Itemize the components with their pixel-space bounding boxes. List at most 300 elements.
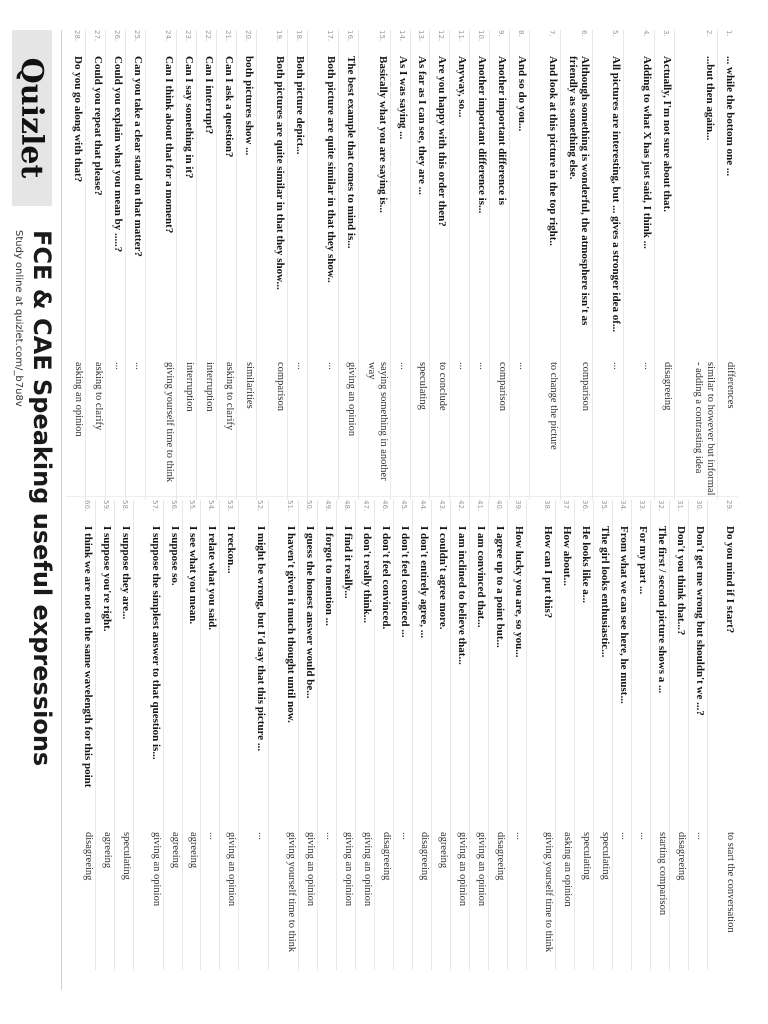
item-definition: ... (397, 362, 409, 370)
item-definition: to change the picture (548, 362, 560, 450)
item-term: Are you happy with this order then? (436, 56, 449, 227)
list-item (575, 500, 592, 970)
item-definition: to conclude (437, 362, 449, 411)
item-term: I haven't given it much thought until now. (285, 526, 298, 723)
list-item (375, 500, 392, 970)
item-definition: interruption (203, 362, 215, 412)
row-separator (507, 500, 508, 970)
row-separator (105, 30, 106, 500)
row-separator (196, 30, 197, 500)
item-number: 54. (207, 500, 216, 512)
row-separator (669, 500, 670, 970)
list-item (708, 500, 736, 970)
item-number: 13. (417, 30, 426, 42)
item-term: Both picture depict... (294, 56, 307, 155)
item-term: For my part ... (637, 526, 650, 595)
row-separator (717, 30, 718, 500)
item-number: 6. (579, 30, 588, 37)
row-separator (176, 30, 177, 500)
row-separator (145, 30, 146, 500)
item-term: Both pictures are quite similar in that they show... (274, 56, 287, 290)
row-separator (238, 500, 239, 970)
item-definition: starting comparison (657, 832, 669, 916)
item-term: Basically what you are saying is... (376, 56, 389, 213)
list-item (508, 500, 525, 970)
list-item (308, 30, 337, 500)
item-term: I suppose so. (168, 526, 181, 586)
item-definition: interruption (183, 362, 195, 412)
list-item (318, 500, 335, 970)
list-item (106, 30, 124, 500)
item-definition: asking an opinion (562, 832, 574, 907)
list-item (718, 30, 736, 500)
row-separator (236, 30, 237, 500)
list-item (356, 500, 373, 970)
row-separator (654, 30, 655, 500)
item-number: 15. (377, 30, 386, 42)
item-number: 40. (494, 500, 503, 512)
list-item (470, 500, 487, 970)
item-term: Do you go along with that? (71, 56, 84, 183)
item-definition: ... (477, 362, 489, 370)
item-term: Another important difference is... (476, 56, 489, 214)
row-separator (307, 30, 308, 500)
item-term: Don't you think that...? (675, 526, 688, 636)
item-number: 52. (256, 500, 265, 512)
item-term: How can I put this? (542, 526, 555, 619)
item-term: I am inclined to believe that... (455, 526, 468, 665)
item-definition: differences (725, 362, 736, 409)
item-definition: ... (256, 832, 268, 840)
item-term: Can I say something in it? (182, 56, 195, 179)
list-item (450, 30, 468, 500)
item-number: 34. (619, 500, 628, 512)
item-term: Another important difference is (496, 56, 509, 205)
row-separator (182, 500, 183, 970)
row-separator (390, 30, 391, 500)
list-item (134, 500, 162, 970)
item-definition: ... (326, 362, 338, 370)
item-number: 32. (657, 500, 666, 512)
left-column (66, 30, 738, 500)
item-term: I might be wrong, but I'd say that this picture ... (255, 526, 268, 752)
row-separator (374, 500, 375, 970)
item-definition: ... (642, 362, 654, 370)
item-term: From what we can see here, he must... (618, 526, 631, 704)
item-definition: disagreeing (380, 832, 392, 881)
item-definition: ... (611, 362, 623, 370)
list-item (675, 30, 716, 500)
item-number: 59. (101, 500, 110, 512)
list-item (197, 30, 215, 500)
list-item (288, 30, 306, 500)
list-item (670, 500, 687, 970)
list-item (202, 500, 219, 970)
item-term: I don't feel convinced. (379, 526, 392, 630)
row-separator (488, 500, 489, 970)
list-item (359, 30, 388, 500)
item-number: 58. (120, 500, 129, 512)
item-number: 41. (475, 500, 484, 512)
item-definition: speculating (120, 832, 132, 880)
item-definition: disagreeing (418, 832, 430, 881)
row-separator (268, 500, 269, 970)
row-separator (593, 500, 594, 970)
item-definition: giving an opinion (305, 832, 316, 907)
item-term: The first / second picture shows a ... (656, 526, 669, 694)
row-separator (674, 30, 675, 500)
item-number: 5. (611, 30, 620, 37)
item-number: 4. (642, 30, 651, 37)
row-separator (526, 500, 527, 970)
item-term: I couldn't agree more. (436, 526, 449, 630)
row-separator (85, 30, 86, 500)
item-term: Don't get me wrong but shouldn't we ...? (694, 526, 707, 716)
row-separator (317, 500, 318, 970)
item-definition: giving an opinion (150, 832, 162, 907)
list-item (257, 30, 286, 500)
list-item (411, 30, 429, 500)
list-item (613, 500, 630, 970)
item-number: 56. (169, 500, 178, 512)
item-definition: asking to clarify (223, 362, 235, 431)
item-term: As far as I can see, they are ... (416, 56, 429, 195)
list-item (624, 30, 653, 500)
item-definition: giving an opinion (456, 832, 468, 907)
item-term: Anyway, so... (456, 56, 469, 118)
item-number: 33. (638, 500, 647, 512)
item-number: 30. (695, 500, 704, 512)
list-item (217, 30, 235, 500)
item-term: I guess the honest answer would be... (304, 526, 316, 699)
item-definition: to start the conversation (725, 832, 736, 933)
item-number: 60. (82, 500, 91, 512)
item-number: 36. (581, 500, 590, 512)
item-number: 22. (203, 30, 212, 42)
item-number: 44. (418, 500, 427, 512)
row-separator (529, 30, 530, 500)
list-item (561, 30, 590, 500)
item-term: I think we are not on the same wavelength for this point (81, 526, 94, 788)
item-number: 1. (725, 30, 733, 37)
item-number: 2. (705, 30, 714, 37)
item-term: Can I ask a question? (222, 56, 235, 158)
item-term: Both picture are quite similar in that they show.. (325, 56, 338, 283)
row-separator (256, 30, 257, 500)
item-definition: agreeing (169, 832, 181, 869)
item-number: 35. (600, 500, 609, 512)
item-term: He looks like a... (580, 526, 593, 604)
item-term: I am convinced that... (474, 526, 487, 628)
item-number: 29. (725, 500, 733, 512)
item-term: Adding to what X has just said, I think ... (641, 56, 654, 249)
row-separator (450, 500, 451, 970)
list-item (490, 30, 508, 500)
item-definition: disagreeing (82, 832, 94, 881)
item-number: 24. (164, 30, 173, 42)
list-item (239, 500, 267, 970)
item-definition: disagreeing (676, 832, 688, 881)
row-separator (298, 500, 299, 970)
row-separator (612, 500, 613, 970)
item-term: And so do you... (516, 56, 529, 132)
row-separator (574, 500, 575, 970)
list-item (299, 500, 316, 970)
list-item (510, 30, 528, 500)
item-number: 57. (150, 500, 159, 512)
item-definition: asking to clarify (92, 362, 104, 431)
item-term: Do you mind if I start? (724, 526, 736, 634)
item-definition: agreeing (437, 832, 449, 869)
item-term: Can I interrupt? (202, 56, 215, 135)
item-term: I relate what you said. (206, 526, 219, 630)
header (12, 30, 56, 990)
row-separator (469, 30, 470, 500)
item-definition: ... (132, 362, 144, 370)
item-definition: speculating (417, 362, 429, 410)
row-separator (449, 30, 450, 500)
item-number: 3. (662, 30, 671, 37)
row-separator (489, 30, 490, 500)
item-definition: agreeing (188, 832, 200, 869)
item-number: 42. (456, 500, 465, 512)
row-separator (429, 30, 430, 500)
item-definition: ... (619, 832, 631, 840)
list-item (689, 500, 706, 970)
item-term: Can I think about that for a moment? (163, 56, 176, 234)
item-term: I suppose you're right. (100, 526, 113, 632)
item-term: ...but then again... (704, 56, 717, 141)
item-number: 55. (188, 500, 197, 512)
list-item (126, 30, 144, 500)
list-item (413, 500, 430, 970)
item-number: 19. (275, 30, 284, 42)
list-item (556, 500, 573, 970)
list-item (86, 30, 104, 500)
item-term: I suppose they are... (119, 526, 132, 620)
quizlet-logo: Quizlet (12, 30, 52, 206)
item-number: 50. (305, 500, 313, 512)
list-item (594, 500, 611, 970)
item-number: 12. (437, 30, 446, 42)
row-separator (631, 500, 632, 970)
item-term: How lucky you are, so you... (512, 526, 525, 658)
item-definition: ... (513, 832, 525, 840)
list-item (177, 30, 195, 500)
item-term: I reckon... (225, 526, 238, 574)
item-number: 10. (477, 30, 486, 42)
item-definition: ... (399, 832, 411, 840)
item-definition: ... (323, 832, 335, 840)
item-definition: speculating (581, 832, 593, 880)
list-item (527, 500, 555, 970)
list-item (115, 500, 132, 970)
list-item (470, 30, 488, 500)
item-number: 38. (543, 500, 552, 512)
row-separator (358, 30, 359, 500)
list-item (183, 500, 200, 970)
item-number: 37. (562, 500, 571, 512)
item-definition: giving an opinion (342, 832, 354, 907)
row-separator (163, 500, 164, 970)
item-definition: giving yourself time to think (164, 362, 176, 483)
item-definition: giving an opinion (226, 832, 238, 907)
item-term: How about... (561, 526, 574, 586)
item-definition: giving an opinion (346, 362, 358, 437)
item-number: 23. (183, 30, 192, 42)
row-separator (412, 500, 413, 970)
row-separator (393, 500, 394, 970)
item-definition: comparison (497, 362, 509, 411)
item-number: 43. (437, 500, 446, 512)
item-definition: ... (517, 362, 529, 370)
list-item (269, 500, 297, 970)
item-term: I suppose the simplest answer to that question is... (149, 526, 162, 760)
item-definition: ... (295, 362, 307, 370)
item-definition: ... (695, 832, 707, 840)
item-definition: similarities (243, 362, 255, 409)
item-definition: disagreeing (662, 362, 674, 411)
row-separator (560, 30, 561, 500)
item-number: 9. (497, 30, 506, 37)
list-item (66, 30, 84, 500)
page-subtitle: Study online at quizlet.com/_b7u8v (13, 230, 24, 407)
row-separator (469, 500, 470, 970)
item-term: I find it really... (341, 526, 354, 599)
list-item (337, 500, 354, 970)
item-term: I don't entirely agree, ... (417, 526, 430, 639)
item-definition: giving an opinion (361, 832, 373, 907)
item-number: 8. (517, 30, 526, 37)
list-item (394, 500, 411, 970)
item-definition: ... (112, 362, 124, 370)
item-number: 11. (457, 30, 466, 42)
item-term: ... while the bottom one ... (724, 56, 736, 177)
list-item (655, 30, 673, 500)
item-term: Could you explain what you mean by .....? (111, 56, 124, 253)
item-term: Actually, I'm not sure about that. (661, 56, 674, 212)
list-item (530, 30, 559, 500)
item-term: I agree up to a point but... (493, 526, 506, 648)
item-definition: agreeing (101, 832, 113, 869)
row-separator (623, 30, 624, 500)
list-item (96, 500, 113, 970)
right-column (66, 500, 738, 970)
item-number: 14. (397, 30, 406, 42)
list-item (146, 30, 175, 500)
row-separator (338, 30, 339, 500)
row-separator (216, 30, 217, 500)
list-item (391, 30, 409, 500)
list-item (237, 30, 255, 500)
item-term: I don't feel convinced ... (398, 526, 411, 638)
row-separator (509, 30, 510, 500)
row-separator (707, 500, 708, 970)
item-definition: ... (638, 832, 650, 840)
list-item (66, 500, 94, 970)
list-item (431, 30, 449, 500)
item-term: I don't really think... (360, 526, 373, 623)
item-number: 31. (676, 500, 685, 512)
item-definition: disagreeing (494, 832, 506, 881)
item-number: 53. (226, 500, 235, 512)
row-separator (410, 30, 411, 500)
list-item (651, 500, 668, 970)
item-number: 25. (132, 30, 141, 42)
item-definition: ... (457, 362, 469, 370)
list-item (164, 500, 181, 970)
row-separator (219, 500, 220, 970)
row-separator (125, 30, 126, 500)
row-separator (555, 500, 556, 970)
item-number: 48. (342, 500, 351, 512)
page-title: FCE & CAE Speaking useful expressions (28, 230, 56, 767)
item-number: 26. (112, 30, 121, 42)
item-definition: giving an opinion (475, 832, 487, 907)
list-item (432, 500, 449, 970)
item-number: 51. (286, 500, 295, 512)
item-definition: giving yourself time to think (286, 832, 298, 953)
item-definition: saying something in another way (365, 362, 389, 481)
row-separator (650, 500, 651, 970)
list-item (632, 500, 649, 970)
item-term: Although something is wonderful, the atmosphere isn't as friendly as something else. (566, 56, 591, 326)
item-definition: giving yourself time to think (543, 832, 555, 953)
item-definition: ... (207, 832, 219, 840)
row-separator (355, 500, 356, 970)
item-number: 7. (548, 30, 557, 37)
item-number: 45. (399, 500, 408, 512)
item-term: All pictures are interesting, but ... gives a stronger idea of... (610, 56, 623, 333)
item-number: 39. (513, 500, 522, 512)
item-term: Could you repeat that please? (91, 56, 104, 196)
item-number: 20. (243, 30, 252, 42)
item-term: both pictures show ... (242, 56, 255, 156)
list-item (339, 30, 357, 500)
item-term: Can you take a clear stand on that matter? (131, 56, 144, 257)
item-number: 47. (361, 500, 370, 512)
item-number: 46. (380, 500, 389, 512)
list-item (451, 500, 468, 970)
item-definition: speculating (600, 832, 612, 880)
item-term: And look at this picture in the top right.. (547, 56, 560, 246)
item-definition: comparison (275, 362, 287, 411)
row-separator (431, 500, 432, 970)
item-term: I forgot to mention ... (322, 526, 335, 626)
item-number: 18. (295, 30, 304, 42)
list-item (593, 30, 622, 500)
row-separator (133, 500, 134, 970)
item-number: 17. (326, 30, 335, 42)
item-number: 49. (323, 500, 332, 512)
row-separator (95, 500, 96, 970)
item-term: The girl looks enthusiastic... (599, 526, 612, 658)
item-number: 16. (346, 30, 355, 42)
item-term: I see what you mean. (187, 526, 200, 625)
item-number: 21. (223, 30, 232, 42)
row-separator (592, 30, 593, 500)
item-definition: similar to however but informal - adding a contrasting idea (693, 362, 717, 496)
item-number: 27. (92, 30, 101, 42)
item-definition: asking an opinion (72, 362, 84, 437)
row-separator (114, 500, 115, 970)
row-separator (336, 500, 337, 970)
item-term: As I was saying ... (396, 56, 409, 140)
row-separator (287, 30, 288, 500)
item-definition: comparison (579, 362, 591, 411)
header-divider (61, 30, 62, 990)
row-separator (200, 500, 201, 970)
